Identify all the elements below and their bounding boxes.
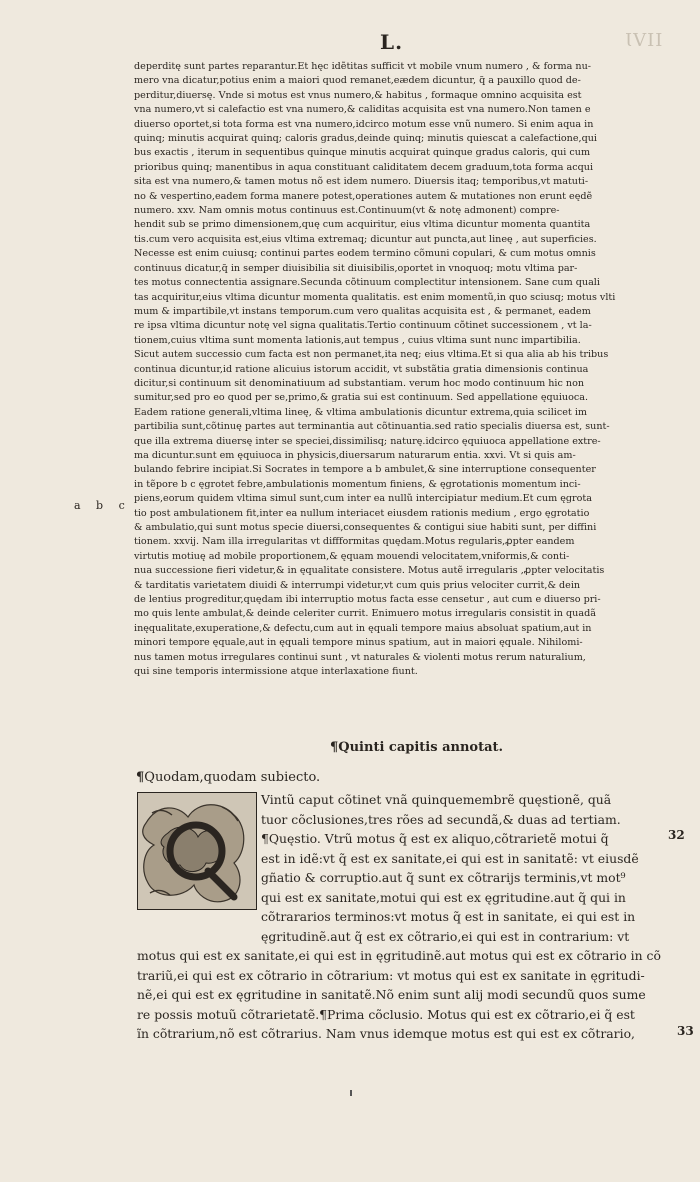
lemma-heading-text: Quodam,quodam subiecto.: [144, 770, 321, 785]
text-line: qui est ex sanitate,motui qui est ex ęgritudine.aut q̃ qui in: [261, 889, 626, 905]
text-line: re ipsa vltima dicuntur notę vel signa qualitatis.Tertio continuum cõtinet successionem , vt la-: [134, 320, 592, 332]
text-line: tionem. xxvij. Nam illa irregularitas vt diffformitas quędam.Motus regularis,ꝓpter eandem: [134, 536, 575, 548]
text-line: re possis motuũ cõtrarietatẽ.¶Prima cõclusio. Motus qui est ex cõtrario,ei q̃ est: [137, 1006, 635, 1022]
text-line: vna numero,vt si calefactio est vna numero,& caliditas acquisita est vna numero.Non tamen e: [134, 104, 591, 116]
margin-number-32: 32: [668, 828, 685, 842]
text-line: quinq; minutis acquirat quinq; caloris gradus,deinde quinq; minutis quiescat a calefactione,qui: [134, 133, 597, 145]
text-line: Vintũ caput cõtinet vnã quinquemembrẽ quęstionẽ, quã: [261, 792, 612, 807]
text-line: nẽ,ei qui est ex ęgritudine in sanitatẽ.Nõ enim sunt alij modi secundũ quos sume: [137, 987, 646, 1002]
text-line: trariũ,ei qui est ex cõtrario in cõtrarium: vt motus qui est ex sanitate in ęgritudi-: [137, 967, 645, 983]
text-line: no & vespertino,eadem forma manere potest,operationes autem & mutationes non erunt eędẽ: [134, 190, 593, 202]
text-line: tas acquiritur,eius vltima dicuntur momenta qualitatis. est enim momentũ,in quo sciusq; motus vlti: [134, 291, 616, 303]
pilcrow-icon: ¶: [330, 740, 339, 755]
text-line: perditur,diuersę. Vnde si motus est vnus numero,& habitus , formaque omnino acquisita est: [134, 89, 582, 101]
text-line: minori tempore ęquale,aut in ęquali tempore minus spatium, aut in maiori ęquale. Nihilomi-: [134, 637, 583, 649]
text-line: ma dicuntur.sunt em ęquiuoca in physicis,diuersarum naturarum entia. xxvi. Vt si quis am-: [134, 449, 576, 461]
text-line: & ambulatio,qui sunt motus specie diuersi,consequentes & contigui siue habiti sunt, per diffini: [134, 522, 597, 533]
text-line: nus tamen motus irregulares continui sunt , vt naturales & violenti motus rerum naturalium,: [134, 651, 586, 663]
text-line: gñatio & corruptio.aut q̃ sunt ex cõtrarijs terminis,vt mot⁹: [261, 870, 626, 885]
text-line: mero vna dicatur,potius enim a maiori quod remanet,eædem dicuntur, q̃ a pauxillo quod de-: [134, 75, 581, 87]
text-line: mo quis lente ambulat,& deinde celeriter currit. Enimuero motus irregularis consistit in quadã: [134, 608, 596, 620]
text-line: ęgritudinẽ.aut q̃ est ex cõtrario,ei qui est in contrarium: vt: [261, 928, 630, 944]
text-line: continuus dicatur,q̃ in semper diuisibilia sit diuisibilis,oportet in vnoquoq; motu vltima par-: [134, 262, 578, 274]
text-line: mum & impartibile,vt instans temporum.cum vero qualitas acquisita est , & permanet, eadem: [134, 305, 591, 317]
text-line: tis.cum vero acquisita est,eius vltima extremaq; dicuntur aut puncta,aut lineę , aut superficies.: [134, 233, 597, 245]
text-line: & tarditatis varietatem diuidi & interrumpi videtur,vt cum quis prius velociter currit,& dein: [134, 579, 581, 591]
text-line: Necesse est enim cuiusq; continui partes eodem termino cõmuni copulari, & cum motus omnis: [134, 248, 596, 260]
text-line: tuor cõclusiones,tres rões ad secundã,& duas ad tertiam.: [261, 811, 621, 827]
text-line: qui sine temporis intermissione atque interlaxatione fiunt.: [134, 666, 418, 678]
text-line: sita est vna numero,& tamen motus nõ est idem numero. Diuersis itaq; temporibus,vt matuti-: [134, 176, 589, 188]
text-line: bus exactis , iterum in sequentibus quinque minutis acquirat quinque gradus caloris, qui cum: [134, 147, 591, 159]
text-line: inęqualitate,exuperatione,& defectu,cum aut in ęquali tempore maius absoluat spatium,aut in: [134, 622, 592, 634]
text-line: tes motus connectentia assignare.Secunda cõtinuum complectitur intensionem. Sane cum quali: [134, 277, 600, 289]
pilcrow-icon: ¶: [136, 770, 145, 785]
section-heading: [330, 740, 503, 755]
text-line: continua dicuntur,id ratione alicuius istorum accidit, vt substãtia gratia dimensionis continua: [134, 363, 589, 375]
text-line: ¶Quęstio. Vtrũ motus q̃ est ex aliquo,cõtrarietẽ motui q̃: [261, 831, 609, 846]
commentary-text: [134, 60, 670, 679]
text-line: dicitur,si continuum sit denominatiuum ad substantiam. verum hoc modo continuum hic non: [134, 377, 585, 389]
text-line: que illa extrema diuersę inter se speciei,dissimilisq; naturę.idcirco ęquiuoca appellatione extre-: [134, 435, 601, 447]
lemma-heading: [136, 770, 320, 785]
text-line: in tẽpore b c ęgrotet febre,ambulationis momentum finiens, & ęgrotationis momentum inci-: [134, 478, 581, 490]
text-line: bulando febrire incipiat.Si Socrates in tempore a b ambulet,& sine interruptione consequenter: [134, 464, 596, 476]
quaestio-text: [137, 790, 677, 1044]
text-line: Sicut autem successio cum facta est non permanet,ita neq; eius vltima.Et si qua alia ab his tribus: [134, 349, 609, 361]
text-line: partibilia sunt,cõtinuę partes aut terminantia aut cõtinuantia.sed ratio specialis diuersa est, sunt-: [134, 421, 610, 433]
show-through-text: ƖVII: [625, 30, 664, 51]
text-line: deperditę sunt partes reparantur.Et hęc idẽtitas sufficit vt mobile vnum numero , & forma nu-: [134, 61, 591, 72]
printer-mark: [350, 1090, 352, 1096]
text-line: est in idẽ:vt q̃ est ex sanitate,ei qui est in sanitatẽ: vt eiusdẽ: [261, 850, 639, 866]
text-line: tionem,cuius vltima sunt momenta lationis,aut tempus , cuius vltima sunt nunc impartibilia.: [134, 334, 581, 346]
text-line: sumitur,sed pro eo quod per se,primo,& gratia sui est continuum. Sed appellatione ęquiuoca.: [134, 392, 589, 404]
text-line: hendit sub se primo dimensionem,quę cum acquiritur, eius vltima dicuntur momenta quantita: [134, 219, 591, 231]
text-line: diuerso oportet,si tota forma est vna numero,idcirco motum esse vnũ numero. Si enim aqua in: [134, 118, 594, 130]
text-line: numero. xxv. Nam omnis motus continuus est.Continuum(vt & notę admonent) compre-: [134, 205, 560, 217]
text-line: de lentius progreditur,quędam ibi interruptio motus facta esse censetur , aut cum e diuerso pri-: [134, 594, 601, 606]
text-line: tio post ambulationem fit,inter ea nullum interiacet eiusdem rationis medium , ergo ęgrotatio: [134, 507, 590, 519]
margin-letters: a b c: [74, 499, 131, 512]
margin-number-33: 33: [677, 1024, 694, 1038]
section-heading-text: Quinti capitis annotat.: [338, 740, 504, 755]
text-line: prioribus quinq; manentibus in aqua constituant caliditatem decem graduum,tota forma acqui: [134, 161, 594, 173]
running-head: L.: [380, 30, 404, 54]
text-line: nua successione fieri videtur,& in ęqualitate consistere. Motus autẽ irregularis ,ꝓpter velocitatis: [134, 565, 605, 577]
text-line: Eadem ratione generali,vltima lineę, & vltima ambulationis dicuntur extrema,quia scilicet im: [134, 406, 587, 418]
text-line: cõtrararios terminos:vt motus q̃ est in sanitate, ei qui est in: [261, 909, 636, 924]
text-line: virtutis motiuę ad mobile proportionem,& ęquam mouendi velocitatem,vniformis,& conti-: [134, 550, 570, 562]
text-line: ĩn cõtrarium,nõ est cõtrarius. Nam vnus idemque motus est qui est ex cõtrario,: [137, 1026, 635, 1041]
text-line: piens,eorum quidem vltima simul sunt,cum inter ea nullũ intercipiatur medium.Et cum ęgrota: [134, 493, 592, 505]
text-line: motus qui est ex sanitate,ei qui est in ęgritudinẽ.aut motus qui est ex cõtrario in cõ: [137, 948, 661, 963]
